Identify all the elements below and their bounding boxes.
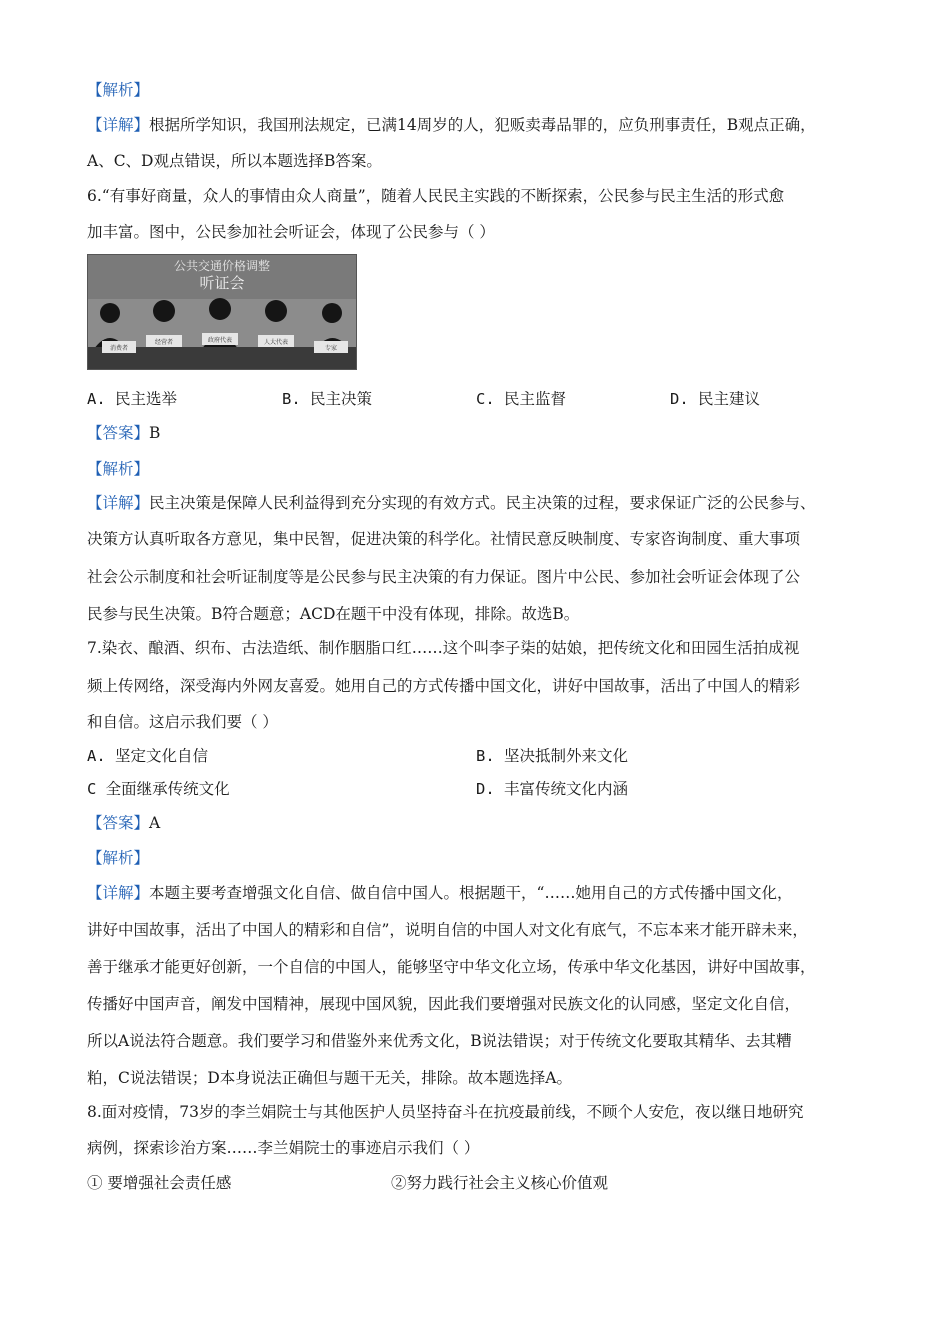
q6-option-d: D. 民主建议 (670, 390, 760, 408)
hearing-photo (87, 254, 357, 370)
answer-label: 【答案】 (87, 814, 150, 832)
q7-option-b: B. 坚决抵制外来文化 (476, 747, 628, 765)
q7-option-d: D. 丰富传统文化内涵 (476, 780, 628, 798)
q8-item-2: ②努力践行社会主义核心价值观 (391, 1174, 609, 1192)
detail-paragraph-line: 所以A说法符合题意。我们要学习和借鉴外来优秀文化，B说法错误；对于传统文化要取其精华、去其糟 (87, 1032, 792, 1050)
question-8-stem: 病例，探索诊治方案……李兰娟院士的事迹启示我们（ ） (87, 1139, 480, 1157)
detail-paragraph-line: 民参与民生决策。B符合题意；ACD在题干中没有体现，排除。故选B。 (87, 605, 580, 623)
detail-paragraph-line: A、C、D观点错误，所以本题选择B答案。 (87, 152, 382, 170)
nameplate: 专家 (324, 345, 338, 352)
q6-option-c: C. 民主监督 (476, 390, 566, 408)
answer-value: A (149, 814, 161, 832)
question-7-stem: 和自信。这启示我们要（ ） (87, 713, 278, 731)
nameplate: 经营者 (154, 339, 174, 346)
question-6-stem: 6.“有事好商量，众人的事情由众人商量”，随着人民民主实践的不断探索，公民参与民主生活的形式愈 (87, 187, 785, 205)
question-8-stem: 8.面对疫情，73岁的李兰娟院士与其他医护人员坚持奋斗在抗疫最前线，不顾个人安危，夜以继日地研究 (87, 1103, 804, 1121)
detail-paragraph-line: 传播好中国声音，阐发中国精神，展现中国风貌，因此我们要增强对民族文化的认同感，坚定文化自信， (87, 995, 801, 1013)
detail-label: 【详解】 (87, 494, 150, 512)
detail-text: 根据所学知识，我国刑法规定，已满14周岁的人，犯贩卖毒品罪的，应负刑事责任，B观点正确， (149, 116, 816, 134)
banner-title-line1: 公共交通价格调整 (173, 259, 271, 273)
nameplate: 消费者 (109, 345, 129, 352)
q6-answer-line (87, 423, 160, 443)
detail-paragraph-line (87, 115, 816, 135)
detail-text: 本题主要考查增强文化自信、做自信中国人。根据题干，“……她用自己的方式传播中国文化， (149, 884, 793, 902)
detail-paragraph-line (87, 493, 816, 513)
question-6-stem: 加丰富。图中，公民参加社会听证会，体现了公民参与（ ） (87, 223, 495, 241)
nameplate: 政府代表 (207, 337, 233, 344)
detail-label: 【详解】 (87, 884, 150, 902)
detail-label: 【详解】 (87, 116, 150, 134)
detail-paragraph-line: 决策方认真听取各方意见，集中民智，促进决策的科学化。社情民意反映制度、专家咨询制度、重大事项 (87, 530, 801, 548)
detail-paragraph-line: 粕，C说法错误；D本身说法正确但与题干无关，排除。故本题选择A。 (87, 1069, 572, 1087)
detail-text: 民主决策是保障人民利益得到充分实现的有效方式。民主决策的过程，要求保证广泛的公民参与、 (149, 494, 816, 512)
answer-value: B (149, 424, 161, 442)
detail-paragraph-line (87, 883, 792, 903)
q6-option-b: B. 民主决策 (282, 390, 372, 408)
detail-paragraph-line: 善于继承才能更好创新，一个自信的中国人，能够坚守中华文化立场，传承中华文化基因，讲好中国故事， (87, 958, 816, 976)
question-7-stem: 7.染衣、酿酒、织布、古法造纸、制作胭脂口红……这个叫李子柒的姑娘，把传统文化和田园生活拍成视 (87, 639, 800, 657)
q7-answer-line (87, 813, 160, 833)
q6-option-a: A. 民主选举 (87, 390, 177, 408)
analysis-label: 【解析】 (87, 81, 150, 99)
q8-item-1: ① 要增强社会责任感 (87, 1174, 232, 1192)
question-7-stem: 频上传网络，深受海内外网友喜爱。她用自己的方式传播中国文化，讲好中国故事，活出了中国人的精彩 (87, 677, 801, 695)
q7-option-a: A. 坚定文化自信 (87, 747, 208, 765)
nameplate: 人大代表 (263, 339, 289, 346)
analysis-label: 【解析】 (87, 849, 150, 867)
answer-label: 【答案】 (87, 424, 150, 442)
detail-paragraph-line: 社会公示制度和社会听证制度等是公民参与民主决策的有力保证。图片中公民、参加社会听证会体现了公 (87, 568, 801, 586)
detail-paragraph-line: 讲好中国故事，活出了中国人的精彩和自信”，说明自信的中国人对文化有底气，不忘本来才能开辟未来， (87, 921, 808, 939)
analysis-label: 【解析】 (87, 460, 150, 478)
banner-title-line2: 听证会 (199, 274, 245, 292)
hearing-illustration (88, 255, 356, 369)
q7-option-c: C 全面继承传统文化 (87, 780, 230, 798)
